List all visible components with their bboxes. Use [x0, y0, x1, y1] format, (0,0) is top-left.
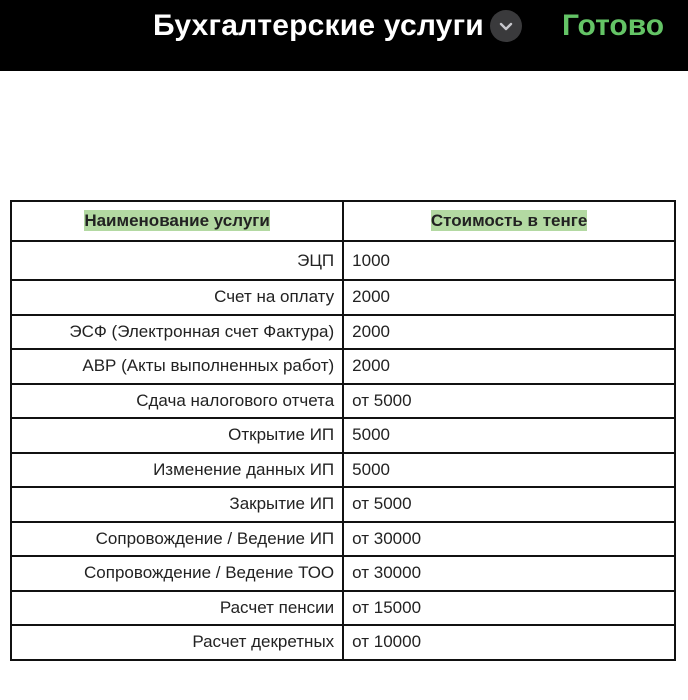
- table-row: [11, 487, 675, 522]
- table-row: [11, 315, 675, 350]
- service-cell: Закрытие ИП: [11, 487, 343, 522]
- price-cell: от 10000: [343, 625, 675, 660]
- service-cell: ЭЦП: [11, 241, 343, 280]
- price-cell: 1000: [343, 241, 675, 280]
- service-cell: Расчет декретных: [11, 625, 343, 660]
- table-row: [11, 241, 675, 280]
- done-button[interactable]: Готово: [562, 9, 665, 42]
- price-cell: 5000: [343, 453, 675, 488]
- price-cell: от 15000: [343, 591, 675, 626]
- table-row: [11, 522, 675, 557]
- service-cell: Открытие ИП: [11, 418, 343, 453]
- document-page: [0, 71, 688, 700]
- service-cell: Расчет пенсии: [11, 591, 343, 626]
- table-row: [11, 418, 675, 453]
- table-row: [11, 384, 675, 419]
- table-row: [11, 349, 675, 384]
- column-header-price: Стоимость в тенге: [343, 201, 675, 241]
- price-cell: от 5000: [343, 487, 675, 522]
- service-cell: Счет на оплату: [11, 280, 343, 315]
- price-cell: 5000: [343, 418, 675, 453]
- table-row: [11, 591, 675, 626]
- price-cell: от 30000: [343, 522, 675, 557]
- table-row: [11, 556, 675, 591]
- price-table: [10, 200, 676, 661]
- price-cell: 2000: [343, 349, 675, 384]
- title-menu-button[interactable]: [490, 10, 522, 42]
- document-title: Бухгалтерские услуги: [153, 9, 484, 42]
- column-header-service: Наименование услуги: [11, 201, 343, 241]
- price-cell: 2000: [343, 280, 675, 315]
- price-cell: от 5000: [343, 384, 675, 419]
- service-cell: Сдача налогового отчета: [11, 384, 343, 419]
- header-bar: [0, 0, 688, 71]
- service-cell: Сопровождение / Ведение ИП: [11, 522, 343, 557]
- table-row: [11, 453, 675, 488]
- service-cell: Изменение данных ИП: [11, 453, 343, 488]
- chevron-down-icon: [498, 18, 514, 34]
- price-cell: 2000: [343, 315, 675, 350]
- service-cell: АВР (Акты выполненных работ): [11, 349, 343, 384]
- table-row: [11, 625, 675, 660]
- table-row: [11, 280, 675, 315]
- service-cell: ЭСФ (Электронная счет Фактура): [11, 315, 343, 350]
- price-cell: от 30000: [343, 556, 675, 591]
- table-header-row: [11, 201, 675, 241]
- service-cell: Сопровождение / Ведение ТОО: [11, 556, 343, 591]
